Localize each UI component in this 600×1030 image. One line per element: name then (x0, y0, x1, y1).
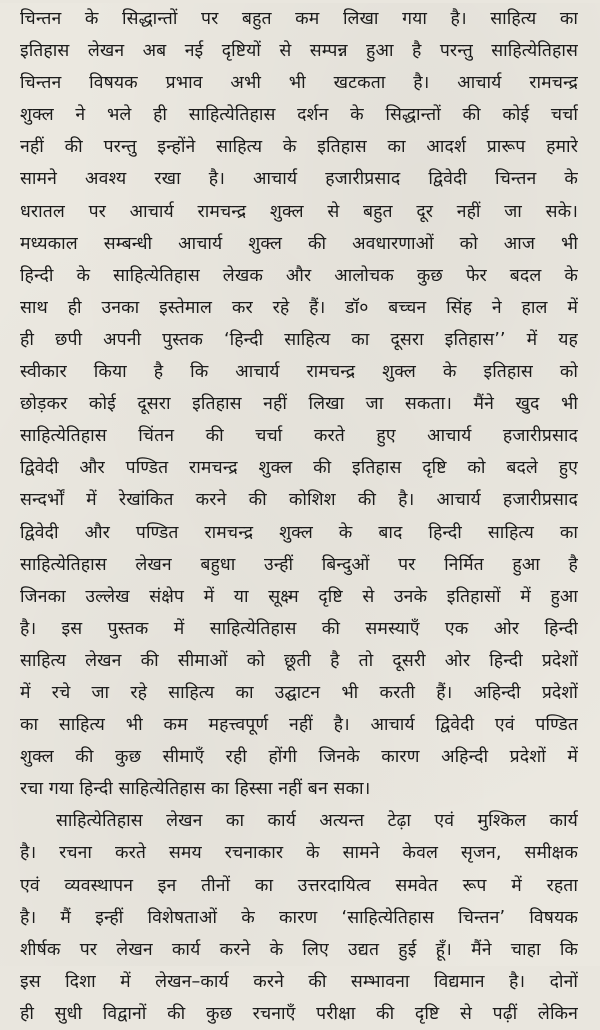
text-line: द्विवेदी और पण्डित रामचन्द्र शुक्ल के बाद हिन्दी साहित्य का (20, 522, 578, 543)
text-line: इतिहास लेखन अब नई दृष्टियों से सम्पन्न हुआ है परन्तु साहित्येतिहास (20, 41, 578, 62)
text-line: साथ ही उनका इस्तेमाल कर रहे हैं। डॉ० बच्चन सिंह ने हाल में (20, 297, 578, 318)
text-line: धरातल पर आचार्य रामचन्द्र शुक्ल से बहुत दूर नहीं जा सके। (20, 201, 578, 222)
text-line: का साहित्य भी कम महत्त्वपूर्ण नहीं है। आचार्य द्विवेदी एवं पण्डित (20, 715, 578, 736)
text-line: छोड़कर कोई दूसरा इतिहास नहीं लिखा जा सकता। मैंने खुद भी (20, 394, 578, 415)
text-line: स्वीकार किया है कि आचार्य रामचन्द्र शुक्ल के इतिहास को (20, 362, 578, 383)
text-line: इस दिशा में लेखन–कार्य करने की सम्भावना विद्यमान है। दोनों (20, 971, 578, 992)
text-line: नहीं की परन्तु इन्होंने साहित्य के इतिहास का आदर्श प्रारूप हमारे (20, 137, 578, 158)
text-line: जिनका उल्लेख संक्षेप में या सूक्ष्म दृष्टि से उनके इतिहासों में हुआ (20, 586, 578, 607)
text-line: ही सुधी विद्वानों की कुछ रचनाएँ परीक्षा की दृष्टि से पढ़ीं लेकिन (20, 1003, 578, 1024)
text-line: द्विवेदी और पण्डित रामचन्द्र शुक्ल की इतिहास दृष्टि को बदले हुए (20, 458, 578, 479)
text-line: है। इस पुस्तक में साहित्येतिहास की समस्याएँ एक ओर हिन्दी (20, 618, 578, 639)
text-line: सन्दर्भों में रेखांकित करने की कोशिश की है। आचार्य हजारीप्रसाद (20, 490, 578, 511)
text-line: शुक्ल ने भले ही साहित्येतिहास दर्शन के सिद्धान्तों की कोई चर्चा (20, 105, 578, 126)
text-line: मध्यकाल सम्बन्धी आचार्य शुक्ल की अवधारणाओं को आज भी (20, 233, 578, 254)
paragraph-start-line: साहित्येतिहास लेखन का कार्य अत्यन्त टेढ़ा एवं मुश्किल कार्य (56, 811, 578, 832)
text-line: साहित्य लेखन की सीमाओं को छूती है तो दूसरी ओर हिन्दी प्रदेशों (20, 650, 578, 671)
text-line: शीर्षक पर लेखन कार्य करने के लिए उद्यत हुई हूँ। मैंने चाहा कि (20, 939, 578, 960)
text-line: चिन्तन के सिद्धान्तों पर बहुत कम लिखा गया है। साहित्य का (20, 9, 578, 29)
book-page (0, 3, 600, 1024)
text-line: है। मैं इन्हीं विशेषताओं के कारण ‘साहित्येतिहास चिन्तन’ विषयक (20, 907, 578, 928)
paragraph-end-line: रचा गया हिन्दी साहित्येतिहास का हिस्सा नहीं बन सका। (20, 779, 371, 800)
text-line: ही छपी अपनी पुस्तक ‘हिन्दी साहित्य का दूसरा इतिहास’’ में यह (20, 329, 578, 350)
text-line: है। रचना करते समय रचनाकार के सामने केवल सृजन, समीक्षक (20, 843, 578, 864)
text-line: सामने अवश्य रखा है। आचार्य हजारीप्रसाद द्विवेदी चिन्तन के (20, 169, 578, 190)
text-line: चिन्तन विषयक प्रभाव अभी भी खटकता है। आचार्य रामचन्द्र (20, 73, 578, 94)
text-line: में रचे जा रहे साहित्य का उद्घाटन भी करती हैं। अहिन्दी प्रदेशों (20, 682, 578, 703)
text-line: एवं व्यवस्थापन इन तीनों का उत्तरदायित्व समवेत रूप में रहता (20, 875, 578, 896)
text-line: हिन्दी के साहित्येतिहास लेखक और आलोचक कुछ फेर बदल के (20, 265, 578, 286)
text-line: साहित्येतिहास लेखन बहुधा उन्हीं बिन्दुओं पर निर्मित हुआ है (20, 554, 578, 575)
text-line: साहित्येतिहास चिंतन की चर्चा करते हुए आचार्य हजारीप्रसाद (20, 426, 578, 447)
text-line: शुक्ल की कुछ सीमाएँ रही होंगी जिनके कारण अहिन्दी प्रदेशों में (20, 747, 578, 768)
